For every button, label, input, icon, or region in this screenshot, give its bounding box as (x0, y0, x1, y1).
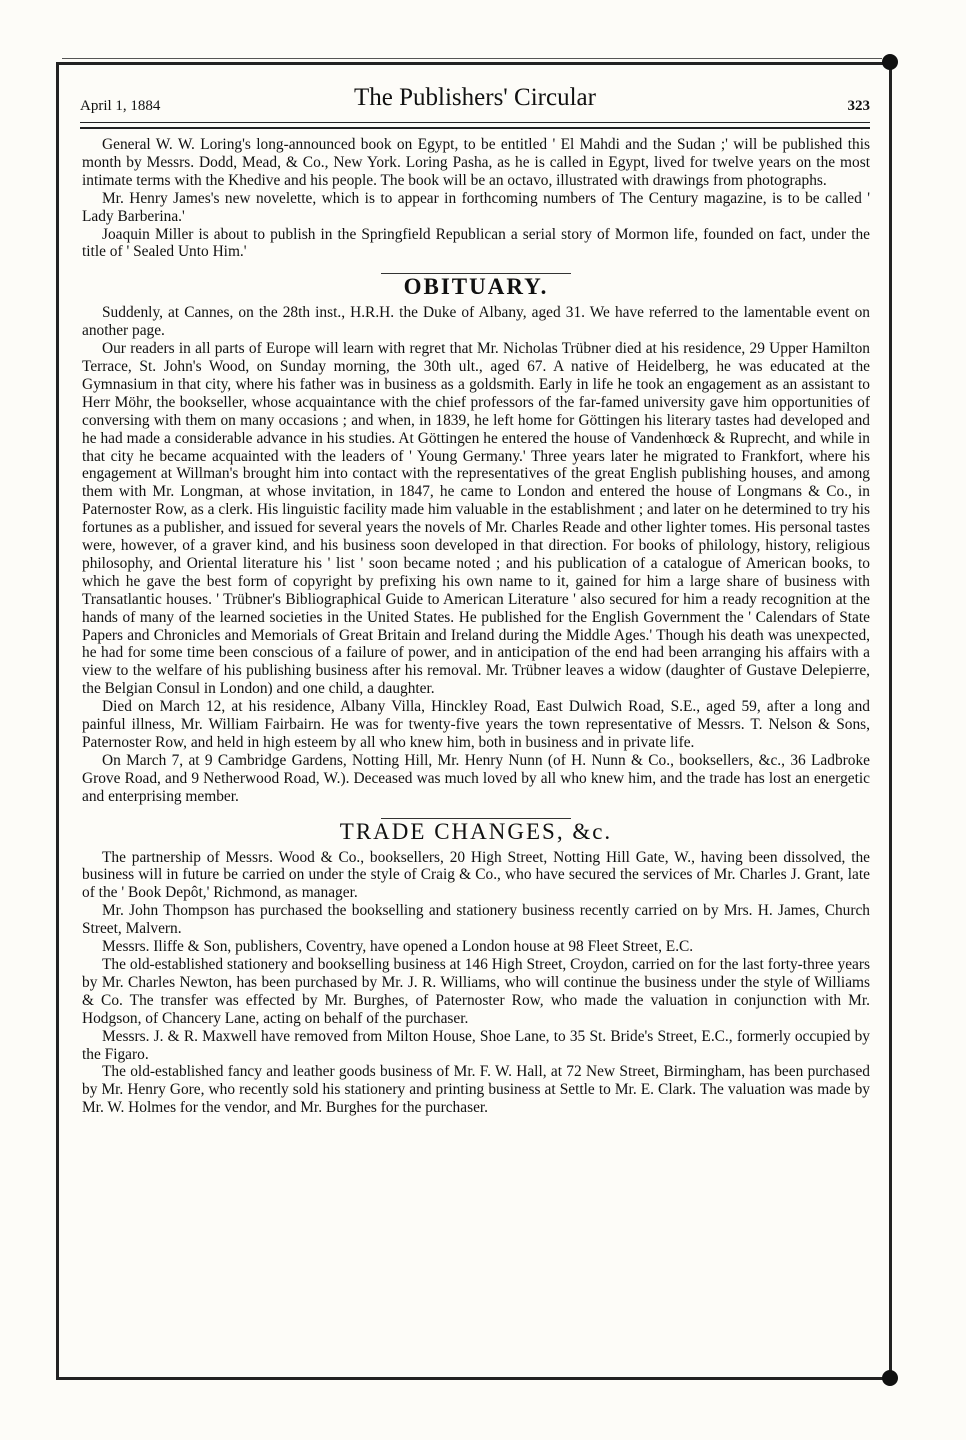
trade-paragraph: Messrs. J. & R. Maxwell have removed from Milton House, Shoe Lane, to 35 St. Bride's Street, E.C., formerly occupied by the Figaro. (82, 1027, 870, 1063)
corner-ornament-icon (882, 1370, 898, 1386)
page-header (80, 84, 870, 120)
obituary-paragraph: On March 7, at 9 Cambridge Gardens, Notting Hill, Mr. Henry Nunn (of H. Nunn & Co., booksellers, &c., 36 Ladbroke Grove Road, and 9 Netherwood Road, W.). Deceased was much loved by all who knew him, and the trade has lost an energetic and enterprising member. (82, 751, 870, 805)
trade-paragraph: The partnership of Messrs. Wood & Co., booksellers, 20 High Street, Notting Hill Gate, W., having been dissolved, the business will in future be carried on under the style of Craig & Co., who have secured the services of Mr. Charles J. Grant, late of the ' Book Depôt,' Richmond, as manager. (82, 848, 870, 902)
obituary-paragraph: Our readers in all parts of Europe will learn with regret that Mr. Nicholas Trübner died at his residence, 29 Upper Hamilton Terrace, St. John's Wood, on Sunday morning, the 30th ult., aged 67. A native of Heidelberg, he was educated at the Gymnasium in that city, where his father was in business as a goldsmith. Early in life he took an engagement as an assistant to Herr Möhr, the bookseller, whose acquaintance with the chief professors of the far-famed university gave him opportunities of conversing with them on many occasions ; and when, in 1839, he left home for Göttingen his literary tastes had developed and he had made a considerable advance in his studies. At Göttingen he entered the house of Vandenhœck & Ruprecht, and while in that city he became acquainted with the leaders of ' Young Germany.' Three years later he migrated to Frankfort, where his engagement at Willman's brought him into contact with the representatives of the great English publishing houses, and among them with Mr. Longman, at whose invitation, in 1847, he came to London and entered the house of Longmans & Co., in Paternoster Row, as a clerk. His linguistic facility made him valuable in the establishment ; and later on he determined to try his fortunes as a publisher, and issued for several years the novels of Mr. Charles Reade and other lighter tomes. His personal tastes were, however, of a graver kind, and his business soon developed in that direction. For books of philology, history, religious philosophy, and Oriental literature his ' list ' soon became noted ; and his publication of a catalogue of American books, to which he gave the best form of copyright by prefixing his own name to it, gained for him a large share of business with Transatlantic houses. ' Trübner's Bibliographical Guide to American Literature ' also secured for him a ready recognition at the hands of many of the learned societies in the United States. He published for the English Government the ' Calendars of State Papers and Chronicles and Memorials of Great Britain and Ireland during the Middle Ages.' Though his death was unexpected, he had for some time been conscious of a failure of power, and in anticipation of the end had been arranging his affairs with a view to the welfare of his publishing business after his removal. Mr. Trübner leaves a widow (daughter of Gustave Delepierre, the Belgian Consul in London) and one child, a daughter. (82, 340, 870, 698)
trade-paragraph: Mr. John Thompson has purchased the bookselling and stationery business recently carried on by Mrs. H. James, Church Street, Malvern. (82, 902, 870, 938)
publication-title: The Publishers' Circular (354, 84, 596, 111)
obituary-heading: OBITUARY. (403, 274, 549, 300)
issue-date: April 1, 1884 (80, 98, 161, 114)
frame-left-border (56, 62, 59, 1380)
frame-bottom-border (56, 1377, 892, 1380)
news-paragraph: Mr. Henry James's new novelette, which is to appear in forthcoming numbers of The Century magazine, is to be called ' Lady Barberina.' (82, 189, 870, 225)
news-paragraph: Joaquin Miller is about to publish in the Springfield Republican a serial story of Mormon life, founded on fact, under the title of ' Sealed Unto Him.' (82, 225, 870, 261)
header-double-rule (80, 122, 870, 129)
trade-changes-heading: TRADE CHANGES, &c. (339, 818, 613, 844)
frame-right-border (889, 62, 892, 1380)
obituary-paragraph: Died on March 12, at his residence, Albany Villa, Hinckley Road, East Dulwich Road, S.E., aged 59, after a long and painful illness, Mr. William Fairbairn. He was for twenty-five years the town representative of Messrs. T. Nelson & Sons, Paternoster Row, and held in high esteem by all who knew him, both in business and in private life. (82, 698, 870, 751)
article-body (82, 136, 870, 1117)
page-number: 323 (847, 98, 870, 114)
obituary-paragraph: Suddenly, at Cannes, on the 28th inst., H.R.H. the Duke of Albany, aged 31. We have referred to the lamentable event on another page. (82, 304, 870, 340)
news-paragraph: General W. W. Loring's long-announced book on Egypt, to be entitled ' El Mahdi and the Sudan ;' will be published this month by Messrs. Dodd, Mead, & Co., New York. Loring Pasha, as he is called in Egypt, lived for twelve years on the most intimate terms with the Khedive and his people. The book will be an octavo, illustrated with drawings from photographs. (82, 136, 870, 189)
frame-top-thin-rule (62, 58, 882, 59)
trade-paragraph: The old-established fancy and leather goods business of Mr. F. W. Hall, at 72 New Street, Birmingham, has been purchased by Mr. Henry Gore, who recently sold his stationery and printing business at Settle to Mr. E. Clark. The valuation was made by Mr. W. Holmes for the vendor, and Mr. Burghes for the purchaser. (82, 1063, 870, 1117)
frame-top-border (56, 62, 892, 65)
trade-paragraph: Messrs. Iliffe & Son, publishers, Coventry, have opened a London house at 98 Fleet Street, E.C. (102, 938, 694, 956)
corner-ornament-icon (882, 54, 898, 70)
trade-paragraph: The old-established stationery and bookselling business at 146 High Street, Croydon, carried on for the last forty-three years by Mr. Charles Newton, has been purchased by Mr. J. R. Williams, who will continue the business under the style of Williams & Co. The transfer was effected by Mr. Burghes, of Paternoster Row, who made the valuation in conjunction with Mr. Hodgson, of Chancery Lane, acting on behalf of the purchaser. (82, 955, 870, 1027)
